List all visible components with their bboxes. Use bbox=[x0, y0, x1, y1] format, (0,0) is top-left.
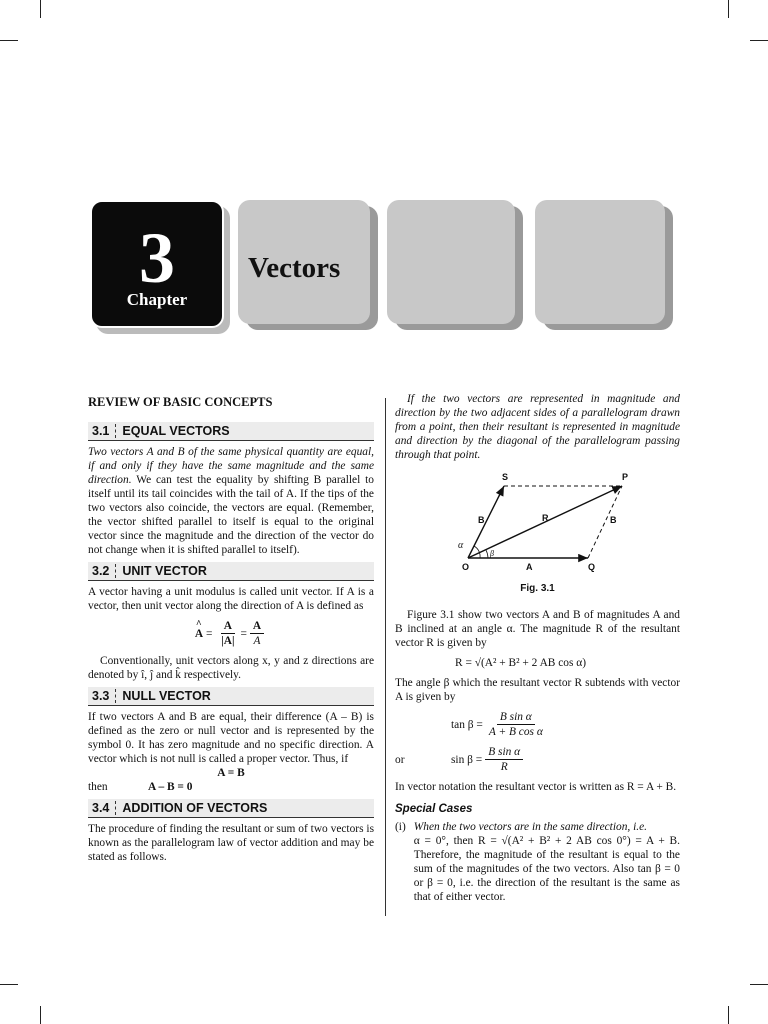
section-title: EQUAL VECTORS bbox=[122, 424, 230, 438]
paragraph: Figure 3.1 show two vectors A and B of magnitudes A and B inclined at an angle α. The magnitude R of the resultant vector R is given by bbox=[395, 609, 680, 649]
dashed-side-right bbox=[588, 486, 622, 558]
paragraph: In vector notation the resultant vector is written as R = A + B. bbox=[395, 781, 677, 793]
chapter-number-tile bbox=[90, 200, 224, 328]
denominator: R bbox=[500, 761, 508, 773]
paragraph bbox=[88, 445, 374, 557]
right-column bbox=[395, 392, 680, 904]
or-label: or bbox=[395, 753, 405, 766]
equation: A – B = 0 bbox=[148, 781, 193, 793]
chapter-banner bbox=[90, 200, 682, 332]
section-number: 3.4 bbox=[92, 801, 116, 815]
section-number: 3.1 bbox=[92, 424, 116, 438]
label-p: P bbox=[621, 472, 628, 482]
decorative-tile bbox=[535, 200, 665, 324]
paragraph: The procedure of finding the resultant or sum of two vectors is known as the parallelogram law of vector addition and may be stated as follows. bbox=[88, 823, 374, 863]
law-statement: If the two vectors are represented in magnitude and direction by the two adjacent sides of a parallelogram drawn from a point, then their resultant is represented in magnitude and direction by the diagonal of the parallelogram passing through that point. bbox=[395, 393, 680, 461]
section-title: ADDITION OF VECTORS bbox=[122, 801, 268, 815]
label-s: S bbox=[501, 472, 508, 482]
paragraph-text: We can test the equality by shifting B parallel to itself until its tail coincides with the tail of A. If the tips of the two vectors also coincide, the vectors are equal. (Remember, the vector shifted parallel to itself is equal to the original vector since the magnitude and the direction of the vector do not change when it is shifted parallel to itself). bbox=[88, 474, 374, 556]
figure-caption: Fig. 3.1 bbox=[520, 583, 555, 594]
label-a: A bbox=[525, 562, 532, 572]
resultant-equation: R = √(A² + B² + 2 AB cos α) bbox=[455, 657, 587, 669]
section-heading-3-3 bbox=[88, 687, 374, 706]
fraction bbox=[218, 619, 237, 648]
review-heading: REVIEW OF BASIC CONCEPTS bbox=[88, 395, 273, 409]
label-b-right: B bbox=[609, 515, 616, 525]
section-number: 3.2 bbox=[92, 564, 116, 578]
equation: A = B bbox=[217, 767, 245, 779]
angle-alpha-arc bbox=[474, 546, 480, 558]
equals-sign: = bbox=[240, 627, 247, 640]
crop-mark bbox=[40, 0, 41, 18]
crop-mark bbox=[728, 1006, 729, 1024]
paragraph: A vector having a unit modulus is called unit vector. If A is a vector, then unit vector along the direction of A is defined as bbox=[88, 586, 374, 612]
section-title: UNIT VECTOR bbox=[122, 564, 207, 578]
case-body bbox=[414, 820, 680, 904]
parallelogram-figure bbox=[438, 468, 638, 580]
chapter-label: Chapter bbox=[126, 290, 188, 309]
paragraph: The angle β which the resultant vector R subtends with vector A is given by bbox=[395, 677, 680, 703]
crop-mark bbox=[750, 40, 768, 41]
section-heading-3-1 bbox=[88, 422, 374, 441]
tan-equation bbox=[395, 710, 680, 739]
crop-mark bbox=[0, 40, 18, 41]
section-number: 3.3 bbox=[92, 689, 116, 703]
denominator: |A| bbox=[221, 635, 235, 647]
section-heading-3-4 bbox=[88, 799, 374, 818]
label-q: Q bbox=[587, 562, 595, 572]
denominator: A + B cos α bbox=[488, 726, 543, 738]
sin-equation bbox=[395, 745, 680, 774]
case-item bbox=[395, 820, 680, 904]
fraction bbox=[485, 745, 523, 774]
label-r: R bbox=[541, 513, 548, 523]
vector-b-arrow bbox=[468, 486, 504, 558]
equation-row bbox=[88, 780, 374, 794]
unit-vector-equation bbox=[88, 619, 374, 648]
equation-lhs: sin β = bbox=[451, 753, 483, 766]
equals-sign: = bbox=[203, 627, 216, 640]
decorative-tile bbox=[387, 200, 515, 324]
then-label: then bbox=[88, 781, 108, 793]
chapter-title: Vectors bbox=[248, 252, 341, 284]
fraction bbox=[486, 710, 546, 739]
crop-mark bbox=[0, 984, 18, 985]
section-title: NULL VECTOR bbox=[122, 689, 211, 703]
numerator: B sin α bbox=[485, 745, 523, 760]
special-cases-heading: Special Cases bbox=[395, 803, 473, 815]
numerator: A bbox=[250, 619, 264, 634]
angle-beta-arc bbox=[486, 550, 488, 558]
left-column bbox=[88, 392, 374, 864]
label-alpha: α bbox=[457, 540, 463, 551]
paragraph: If two vectors A and B are equal, their difference (A – B) is defined as the zero or null vector and is represented by the symbol 0. It has zero magnitude and no specific direction. A vector which is not null is called a proper vector. Thus, if bbox=[88, 711, 374, 765]
crop-mark bbox=[750, 984, 768, 985]
numerator: A bbox=[221, 619, 235, 634]
denominator: A bbox=[253, 635, 261, 647]
crop-mark bbox=[728, 0, 729, 18]
equation-lhs: ^ A bbox=[195, 627, 203, 641]
fraction bbox=[250, 619, 264, 648]
section-heading-3-2 bbox=[88, 562, 374, 581]
definition-text: Two vectors A and B of the same physical quantity are equal, if and only if they have the same magnitude and the same direction. bbox=[88, 446, 374, 486]
case-label: (i) bbox=[395, 821, 406, 833]
numerator: B sin α bbox=[497, 710, 535, 725]
case-heading: When the two vectors are in the same direction, i.e. bbox=[413, 821, 648, 833]
label-beta: β bbox=[489, 549, 494, 558]
crop-mark bbox=[40, 1006, 41, 1024]
chapter-number: 3 bbox=[139, 218, 175, 298]
label-b-left: B bbox=[477, 515, 484, 525]
paragraph: Conventionally, unit vectors along x, y and z directions are denoted by î, ĵ and k̂ respectively. bbox=[88, 655, 374, 681]
label-o: O bbox=[461, 562, 469, 572]
equation-lhs: tan β = bbox=[451, 718, 483, 731]
case-text: α = 0°, then R = √(A² + B² + 2 AB cos 0°) = A + B. Therefore, the magnitude of the resultant is equal to the sum of the magnitudes of the two vectors. Also tan β = 0 or β = 0, i.e. the direction of the resultant is the same as that of either vector. bbox=[413, 835, 680, 903]
column-divider bbox=[385, 398, 386, 916]
